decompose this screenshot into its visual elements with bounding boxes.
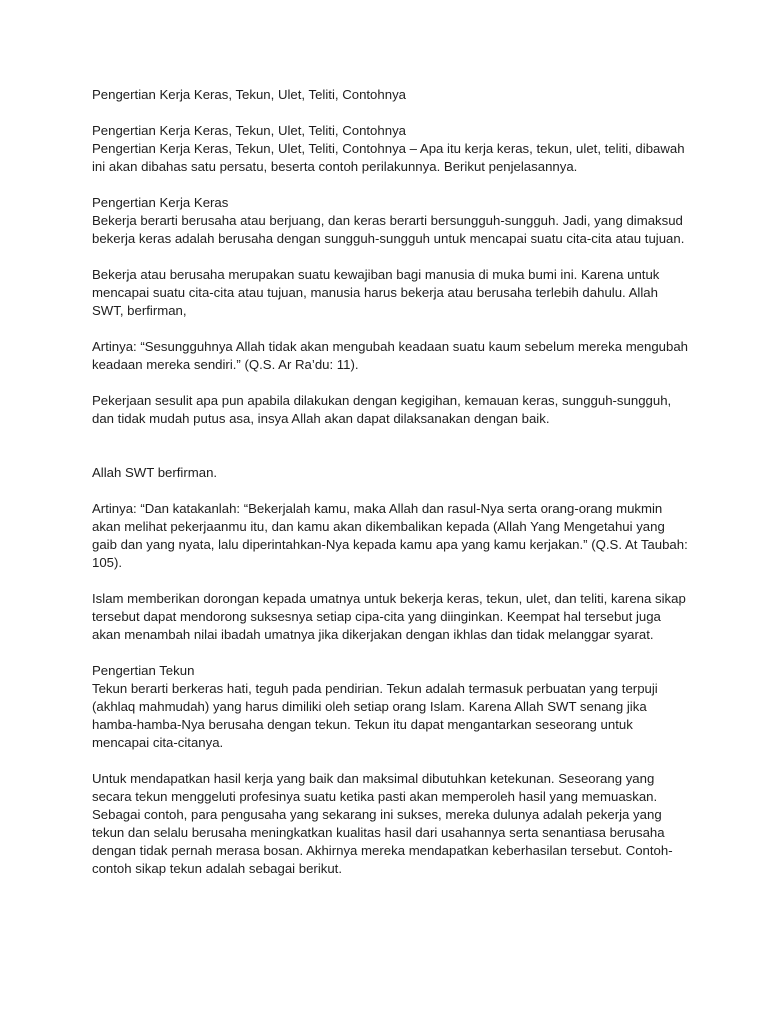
paragraph: Bekerja atau berusaha merupakan suatu kewajiban bagi manusia di muka bumi ini. Karena untuk mencapai suatu cita-cita atau tujuan, manusia harus bekerja atau berusaha terlebih dahulu. Allah SWT, berfirman, (92, 267, 660, 318)
paragraph: Pekerjaan sesulit apa pun apabila dilakukan dengan kegigihan, kemauan keras, sungguh-sungguh, dan tidak mudah putus asa, insya Allah akan dapat dilaksanakan dengan baik. (92, 393, 672, 426)
paragraph: Allah SWT berfirman. (92, 465, 218, 480)
paragraph: Bekerja berarti berusaha atau berjuang, dan keras berarti bersungguh-sungguh. Jadi, yang dimaksud bekerja keras adalah berusaha dengan sungguh-sungguh untuk mencapai suatu cita-cita atau tujuan. (92, 213, 685, 246)
paragraph: Untuk mendapatkan hasil kerja yang baik dan maksimal dibutuhkan ketekunan. Seseorang yang secara tekun menggeluti profesinya suatu ketika pasti akan memperoleh hasil yang memuaskan. Sebagai contoh, para pengusaha yang sekarang ini sukses, mereka dulunya adalah pekerja yang tekun dan selalu berusaha meningkatkan kualitas hasil dari usahannya serta senantiasa berusaha dengan tidak pernah merasa bosan. Akhirnya mereka mendapatkan keberhasilan tersebut. Contoh-contoh sikap tekun adalah sebagai berikut. (92, 771, 673, 876)
section-heading-tekun: Pengertian Tekun (92, 663, 195, 678)
intro-paragraph: Pengertian Kerja Keras, Tekun, Ulet, Teliti, Contohnya – Apa itu kerja keras, tekun, ulet, teliti, dibawah ini akan dibahas satu persatu, beserta contoh perilakunnya. Berikut penjelasannya. (92, 141, 685, 174)
document-title: Pengertian Kerja Keras, Tekun, Ulet, Teliti, Contohnya (92, 87, 406, 102)
section-heading-kerja-keras: Pengertian Kerja Keras (92, 195, 229, 210)
quote-paragraph: Artinya: “Sesungguhnya Allah tidak akan mengubah keadaan suatu kaum sebelum mereka mengubah keadaan mereka sendiri.” (Q.S. Ar Ra’du: 11). (92, 339, 689, 372)
intro-heading: Pengertian Kerja Keras, Tekun, Ulet, Teliti, Contohnya (92, 123, 406, 138)
document-page (92, 86, 692, 896)
paragraph: Tekun berarti berkeras hati, teguh pada pendirian. Tekun adalah termasuk perbuatan yang terpuji (akhlaq mahmudah) yang harus dimiliki oleh setiap orang Islam. Karena Allah SWT senang jika hamba-hamba-Nya berusaha dengan tekun. Tekun itu dapat mengantarkan seseorang untuk mencapai cita-citanya. (92, 681, 658, 750)
paragraph: Islam memberikan dorongan kepada umatnya untuk bekerja keras, tekun, ulet, dan teliti, karena sikap tersebut dapat mendorong suksesnya setiap cipa-cita yang diinginkan. Keempat hal tersebut juga akan menambah nilai ibadah umatnya jika dikerjakan dengan ikhlas dan tidak melanggar syarat. (92, 591, 686, 642)
quote-paragraph: Artinya: “Dan katakanlah: “Bekerjalah kamu, maka Allah dan rasul-Nya serta orang-orang mukmin akan melihat pekerjaanmu itu, dan kamu akan dikembalikan kepada (Allah Yang Mengetahui yang gaib dan yang nyata, lalu diperintahkan-Nya kepada kamu apa yang kamu kerjakan.” (Q.S. At Taubah: 105). (92, 501, 688, 570)
